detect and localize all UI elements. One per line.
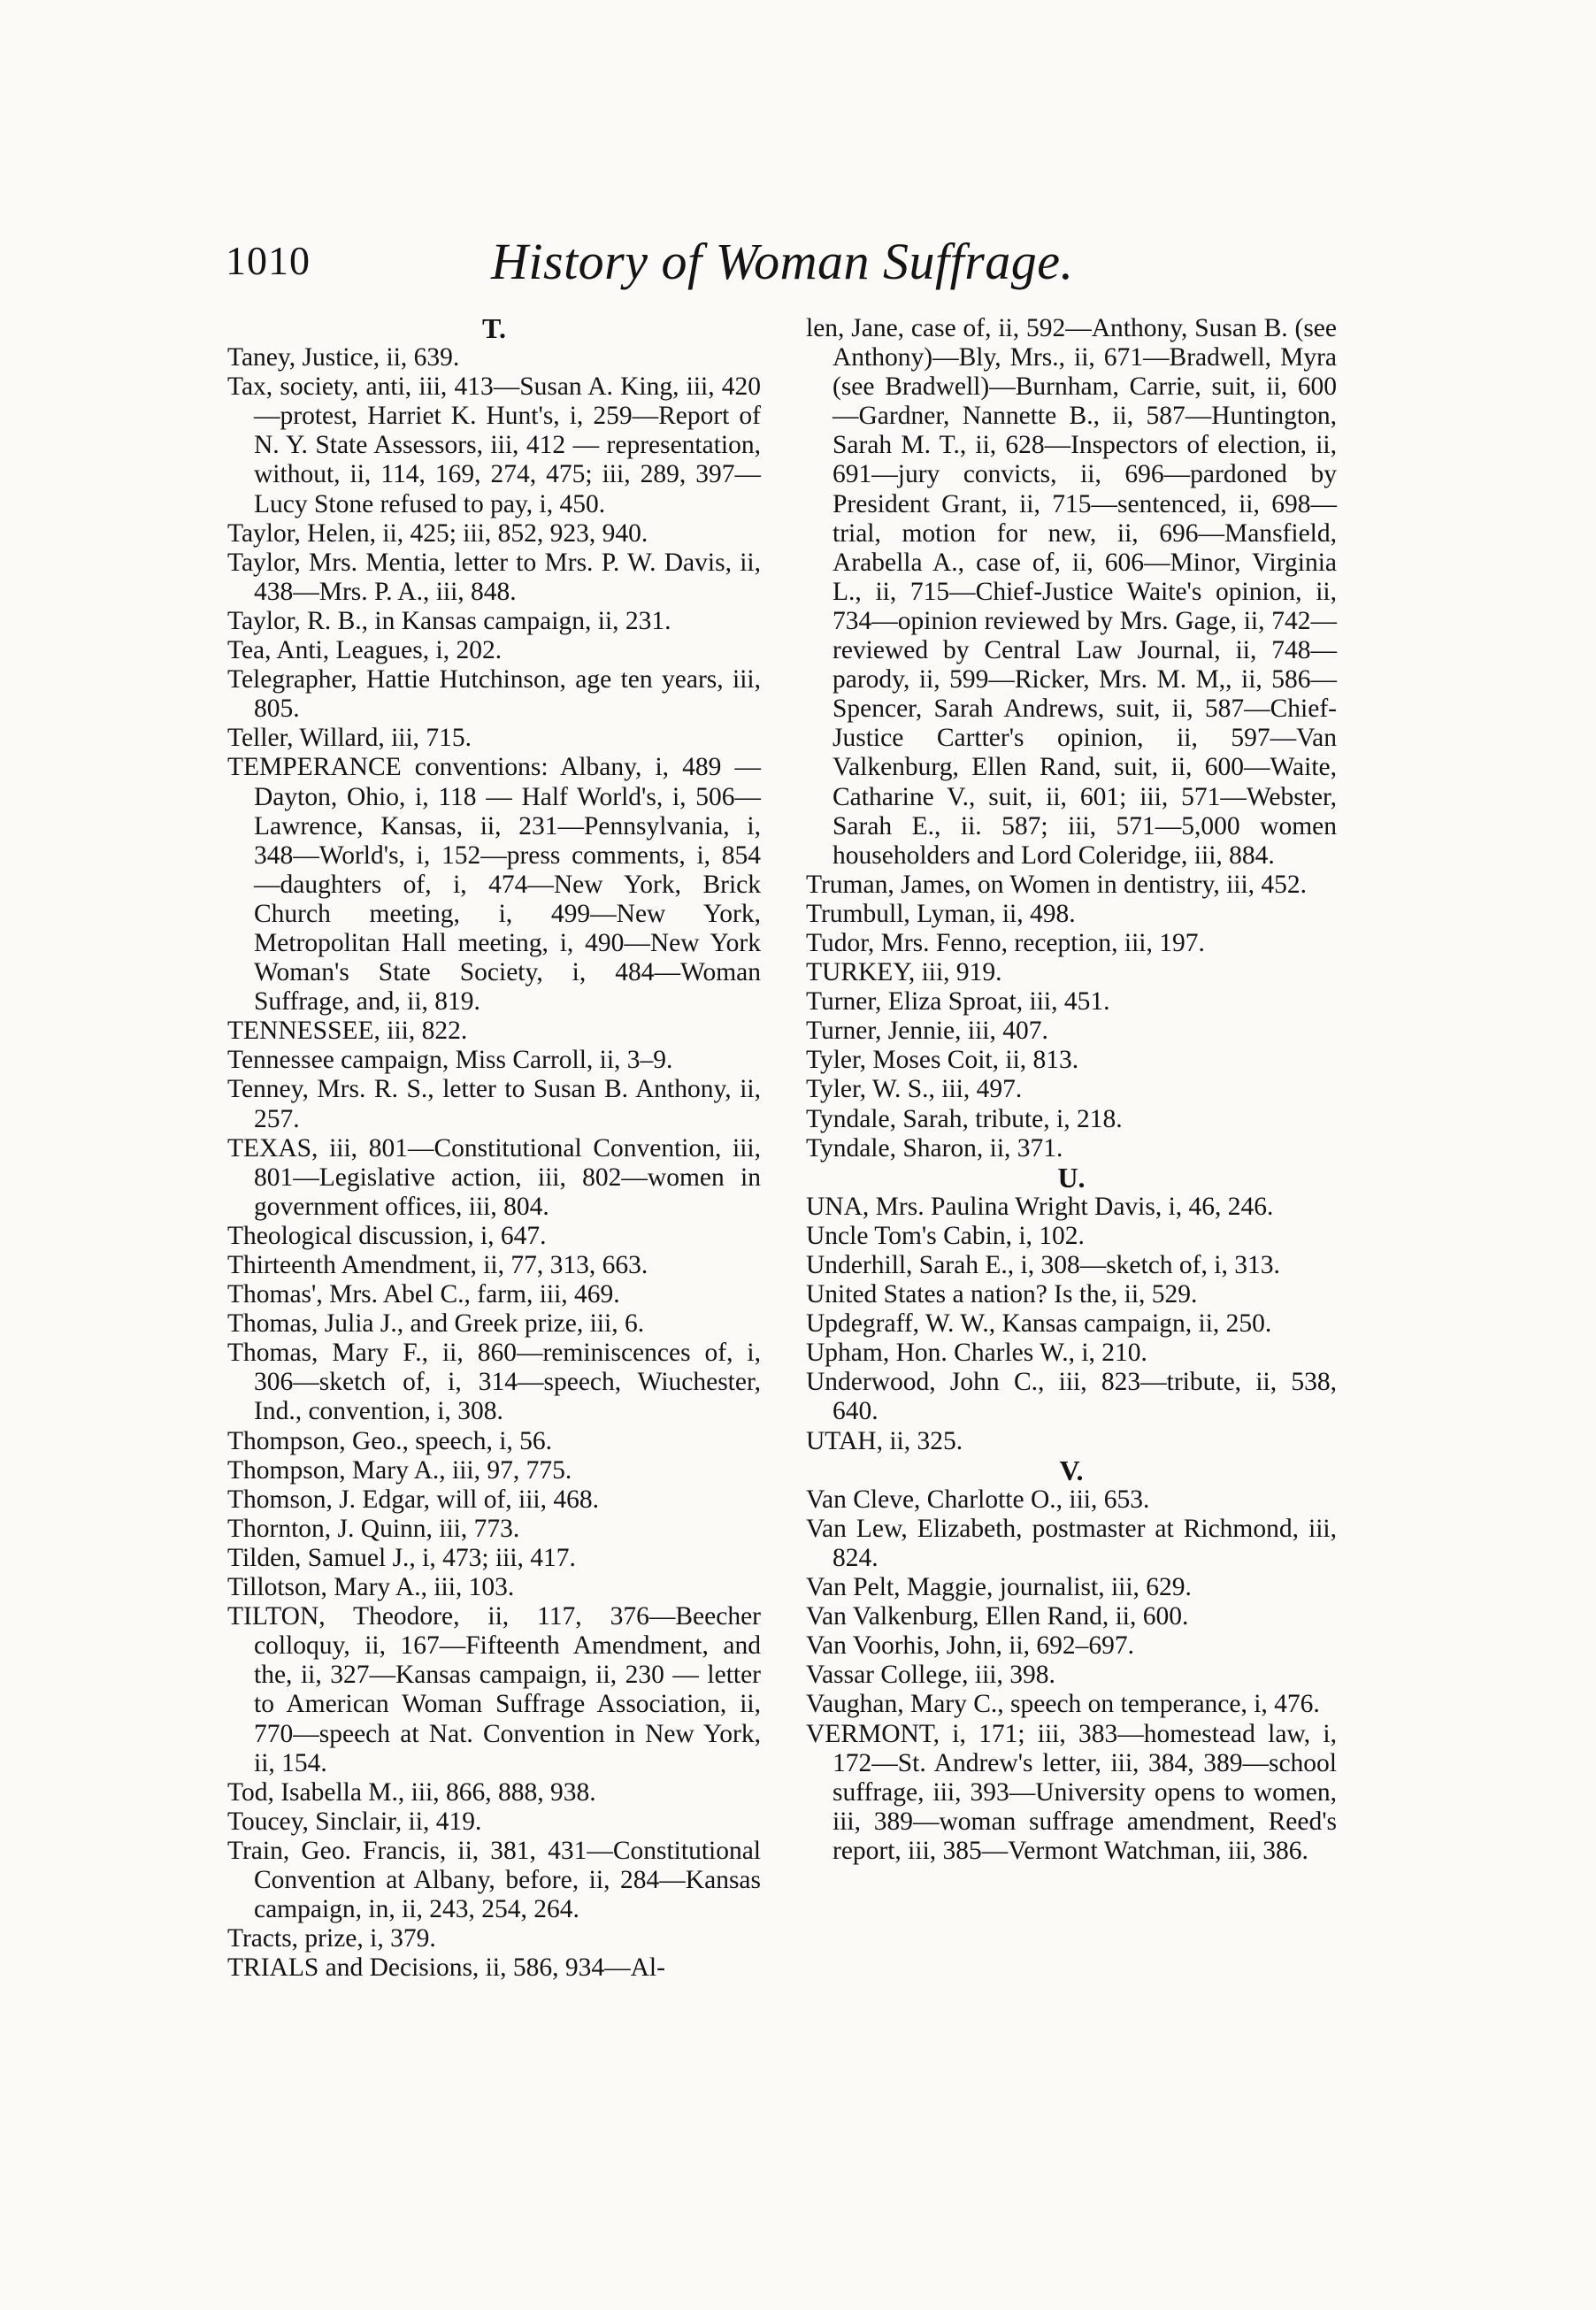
index-entry: Toucey, Sinclair, ii, 419. xyxy=(227,1807,482,1836)
index-entry: Tax, society, anti, iii, 413—Susan A. King, iii, 420—protest, Harriet K. Hunt's, i, 259—Report of N. Y. State Assessors, iii, 412 — representation, without, ii, 114, 169, 274, 475; iii, 289, 397—Lucy Stone refused to pay, i, 450. xyxy=(227,372,761,518)
page-number: 1010 xyxy=(226,238,311,283)
index-entry: Train, Geo. Francis, ii, 381, 431—Constitutional Convention at Albany, before, ii, 284—Kansas campaign, in, ii, 243, 254, 264. xyxy=(227,1836,761,1924)
index-entry: Underhill, Sarah E., i, 308—sketch of, i, 313. xyxy=(806,1251,1280,1279)
index-entry: Turner, Eliza Sproat, iii, 451. xyxy=(806,987,1110,1017)
index-entry: TEMPERANCE conventions: Albany, i, 489 — Dayton, Ohio, i, 118 — Half World's, i, 506—Lawrence, Kansas, ii, 231—Pennsylvania, i, 348—World's, i, 152—press comments, i, 854—daughters of, i, 474—New York, Brick Church meeting, i, 499—New York, Metropolitan Hall meeting, i, 490—New York Woman's State Society, i, 484—Woman Suffrage, and, ii, 819. xyxy=(227,753,761,1017)
index-entry: Tudor, Mrs. Fenno, reception, iii, 197. xyxy=(806,928,1205,957)
index-entry: Updegraff, W. W., Kansas campaign, ii, 250. xyxy=(806,1309,1272,1339)
index-entry: TILTON, Theodore, ii, 117, 376—Beecher colloquy, ii, 167—Fifteenth Amendment, and the, ii, 327—Kansas campaign, ii, 230 — letter to American Woman Suffrage Association, ii, 770—speech at Nat. Convention in New York, ii, 154. xyxy=(227,1602,761,1777)
index-entry: Thomas, Julia J., and Greek prize, iii, 6. xyxy=(227,1309,645,1339)
index-entry: Thomas', Mrs. Abel C., farm, iii, 469. xyxy=(227,1280,620,1309)
index-entry: Van Valkenburg, Ellen Rand, ii, 600. xyxy=(806,1602,1189,1631)
index-entry: Tennessee campaign, Miss Carroll, ii, 3–9. xyxy=(227,1046,673,1075)
index-entry: Uncle Tom's Cabin, i, 102. xyxy=(806,1221,1085,1250)
index-letter-heading: V. xyxy=(1059,1454,1084,1486)
index-entry: Underwood, John C., iii, 823—tribute, ii, 538, 640. xyxy=(806,1368,1337,1426)
index-entry: Telegrapher, Hattie Hutchinson, age ten years, iii, 805. xyxy=(227,665,761,724)
index-entry: Taylor, Helen, ii, 425; iii, 852, 923, 940. xyxy=(227,518,648,548)
index-entry: Tyler, W. S., iii, 497. xyxy=(806,1075,1023,1104)
index-entry: Tyler, Moses Coit, ii, 813. xyxy=(806,1046,1079,1075)
index-entry: len, Jane, case of, ii, 592—Anthony, Susan B. (see Anthony)—Bly, Mrs., ii, 671—Bradwell, Myra (see Bradwell)—Burnham, Carrie, suit, ii, 600—Gardner, Nannette B., ii, 587—Huntington, Sarah M. T., ii, 628—Inspectors of election, ii, 691—jury convicts, ii, 696—pardoned by President Grant, ii, 715—sentenced, ii, 698—trial, motion for new, ii, 696—Mansfield, Arabella A., case of, ii, 606—Minor, Virginia L., ii, 715—Chief-Justice Waite's opinion, ii, 734—opinion reviewed by Mrs. Gage, ii, 742—reviewed by Central Law Journal, ii, 748—parody, ii, 599—Ricker, Mrs. M. M,, ii, 586—Spencer, Sarah Andrews, suit, ii, 587—Chief-Justice Cartter's opinion, ii, 597—Van Valkenburg, Ellen Rand, suit, ii, 600—Waite, Catharine V., suit, ii, 601; iii, 571—Webster, Sarah E., ii. 587; iii, 571—5,000 women householders and Lord Coleridge, iii, 884. xyxy=(806,314,1337,870)
index-entry: TEXAS, iii, 801—Constitutional Convention, iii, 801—Legislative action, iii, 802—women in government offices, iii, 804. xyxy=(227,1133,761,1221)
index-entry: Theological discussion, i, 647. xyxy=(227,1221,547,1250)
index-entry: Tilden, Samuel J., i, 473; iii, 417. xyxy=(227,1543,576,1572)
index-entry: Teller, Willard, iii, 715. xyxy=(227,724,472,753)
index-entry: Vassar College, iii, 398. xyxy=(806,1661,1055,1690)
index-entry: Taylor, Mrs. Mentia, letter to Mrs. P. W. Davis, ii, 438—Mrs. P. A., iii, 848. xyxy=(227,548,761,606)
index-entry: Tyndale, Sharon, ii, 371. xyxy=(806,1133,1063,1163)
index-column-left xyxy=(227,314,761,1983)
index-entry: TRIALS and Decisions, ii, 586, 934—Al- xyxy=(227,1953,665,1983)
index-entry: Taney, Justice, ii, 639. xyxy=(227,343,460,372)
index-entry: TURKEY, iii, 919. xyxy=(806,958,1002,987)
index-entry: Van Voorhis, John, ii, 692–697. xyxy=(806,1631,1134,1661)
index-entry: Turner, Jennie, iii, 407. xyxy=(806,1017,1048,1046)
index-entry: Van Cleve, Charlotte O., iii, 653. xyxy=(806,1485,1150,1514)
index-entry: Tyndale, Sarah, tribute, i, 218. xyxy=(806,1104,1123,1133)
index-entry: Upham, Hon. Charles W., i, 210. xyxy=(806,1339,1147,1368)
index-entry: Thompson, Geo., speech, i, 56. xyxy=(227,1426,553,1455)
index-column-right xyxy=(806,314,1337,1866)
index-entry: Tillotson, Mary A., iii, 103. xyxy=(227,1573,515,1602)
index-entry: Thornton, J. Quinn, iii, 773. xyxy=(227,1514,520,1543)
index-entry: TENNESSEE, iii, 822. xyxy=(227,1017,468,1046)
index-entry: United States a nation? Is the, ii, 529. xyxy=(806,1280,1198,1309)
index-entry: Tea, Anti, Leagues, i, 202. xyxy=(227,636,503,665)
index-entry: UTAH, ii, 325. xyxy=(806,1426,963,1455)
index-entry: Tod, Isabella M., iii, 866, 888, 938. xyxy=(227,1777,596,1807)
index-entry: Tracts, prize, i, 379. xyxy=(227,1924,436,1953)
index-entry: Tenney, Mrs. R. S., letter to Susan B. Anthony, ii, 257. xyxy=(227,1075,761,1133)
index-entry: Thomson, J. Edgar, will of, iii, 468. xyxy=(227,1485,599,1514)
index-entry: Truman, James, on Women in dentistry, iii, 452. xyxy=(806,870,1308,899)
index-entry: VERMONT, i, 171; iii, 383—homestead law, i, 172—St. Andrew's letter, iii, 384, 389—school suffrage, iii, 393—University opens to women, iii, 389—woman suffrage amendment, Reed's report, iii, 385—Vermont Watchman, iii, 386. xyxy=(806,1719,1337,1865)
index-entry: Van Pelt, Maggie, journalist, iii, 629. xyxy=(806,1573,1192,1602)
index-entry: Taylor, R. B., in Kansas campaign, ii, 231. xyxy=(227,606,671,635)
index-entry: Trumbull, Lyman, ii, 498. xyxy=(806,899,1076,928)
index-letter-heading: T. xyxy=(482,312,506,344)
running-title: History of Woman Suffrage. xyxy=(491,233,1074,290)
index-letter-heading: U. xyxy=(1057,1161,1086,1193)
index-entry: Van Lew, Elizabeth, postmaster at Richmond, iii, 824. xyxy=(806,1514,1337,1572)
index-entry: UNA, Mrs. Paulina Wright Davis, i, 46, 246. xyxy=(806,1192,1274,1221)
index-entry: Thomas, Mary F., ii, 860—reminiscences of, i, 306—sketch of, i, 314—speech, Wiuchester, Ind., convention, i, 308. xyxy=(227,1339,761,1426)
index-entry: Thirteenth Amendment, ii, 77, 313, 663. xyxy=(227,1251,648,1279)
index-entry: Thompson, Mary A., iii, 97, 775. xyxy=(227,1455,572,1485)
index-entry: Vaughan, Mary C., speech on temperance, i, 476. xyxy=(806,1690,1320,1719)
